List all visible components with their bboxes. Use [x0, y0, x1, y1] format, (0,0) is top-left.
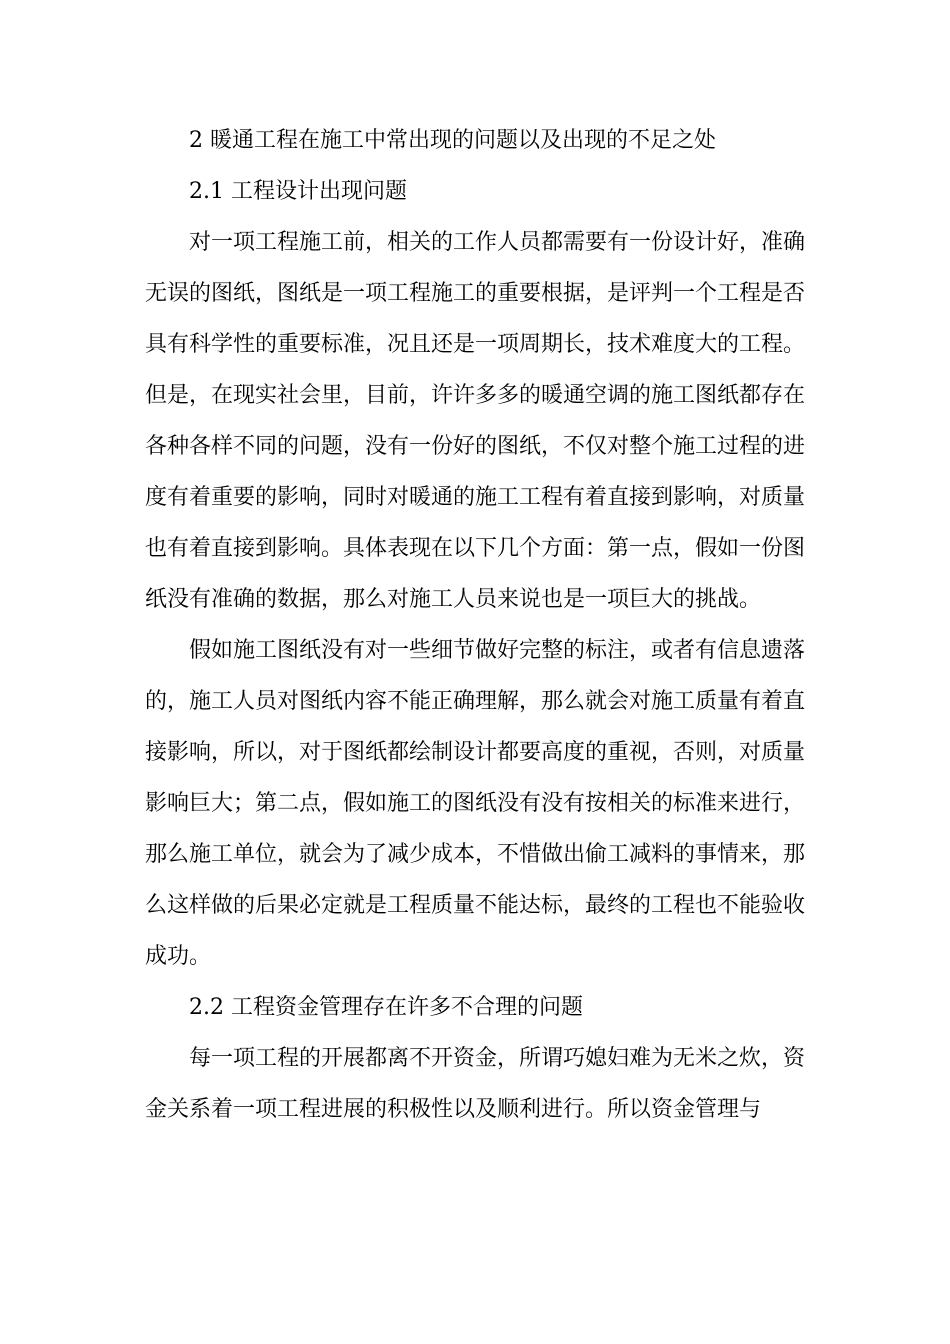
- body-paragraph: 每一项工程的开展都离不开资金，所谓巧媳妇难为无米之炊，资金关系着一项工程进展的积极性以及顺利进行。所以资金管理与: [145, 1046, 806, 1122]
- body-paragraph: 对一项工程施工前，相关的工作人员都需要有一份设计好，准确无误的图纸，图纸是一项工程施工的重要根据，是评判一个工程是否具有科学性的重要标准，况且还是一项周期长，技术难度大的工程。但是，在现实社会里，目前，许许多多的暖通空调的施工图纸都存在各种各样不同的问题，没有一份好的图纸，不仅对整个施工过程的进度有着重要的影响，同时对暖通的施工工程有着直接到影响，对质量也有着直接到影响。具体表现在以下几个方面：第一点，假如一份图纸没有准确的数据，那么对施工人员来说也是一项巨大的挑战。: [145, 230, 806, 612]
- section-heading-2: 2 暖通工程在施工中常出现的问题以及出现的不足之处: [189, 128, 716, 153]
- subsection-heading-2-1: 2.1 工程设计出现问题: [189, 179, 407, 204]
- document-body: [145, 115, 805, 1135]
- subsection-heading-2-2: 2.2 工程资金管理存在许多不合理的问题: [189, 995, 583, 1020]
- body-paragraph: 假如施工图纸没有对一些细节做好完整的标注，或者有信息遗落的，施工人员对图纸内容不能正确理解，那么就会对施工质量有着直接影响，所以，对于图纸都绘制设计都要高度的重视，否则，对质量影响巨大；第二点，假如施工的图纸没有没有按相关的标准来进行，那么施工单位，就会为了减少成本，不惜做出偷工减料的事情来，那么这样做的后果必定就是工程质量不能达标，最终的工程也不能验收成功。: [145, 638, 806, 969]
